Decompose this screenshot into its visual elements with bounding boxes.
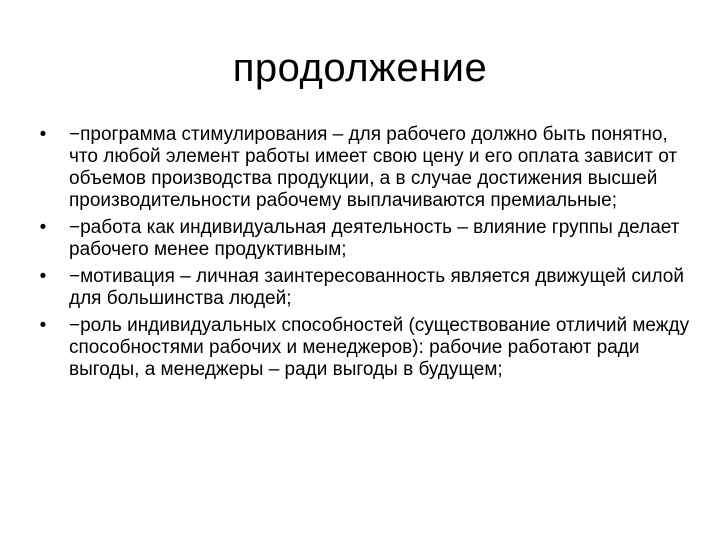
list-item-text: −программа стимулирования – для рабочего должно быть понятно, что любой элемент работы имеет свою цену и его оплата зависит от объемов производства продукции, а в случае достижения высшей производительности рабочему выплачиваются премиальные; <box>69 124 678 211</box>
list-item-text: −роль индивидуальных способностей (существование отличий между способностями рабочих и менеджеров): рабочие работают ради выгоды, а менеджеры – ради выгоды в будущем; <box>69 315 690 380</box>
list-item-text: −мотивация – личная заинтересованность является движущей силой для большинства людей; <box>69 266 684 309</box>
bullet-list <box>36 124 696 386</box>
bullet-icon: • <box>39 266 47 287</box>
bullet-icon: • <box>39 217 47 238</box>
list-item <box>36 217 696 261</box>
list-item-text: −работа как индивидуальная деятельность – влияние группы делает рабочего менее продуктивным; <box>69 217 680 260</box>
list-item <box>36 315 696 381</box>
list-item <box>36 124 696 212</box>
bullet-icon: • <box>39 315 47 336</box>
slide-title: продолжение <box>232 46 488 90</box>
bullet-icon: • <box>39 124 47 145</box>
list-item <box>36 266 696 310</box>
